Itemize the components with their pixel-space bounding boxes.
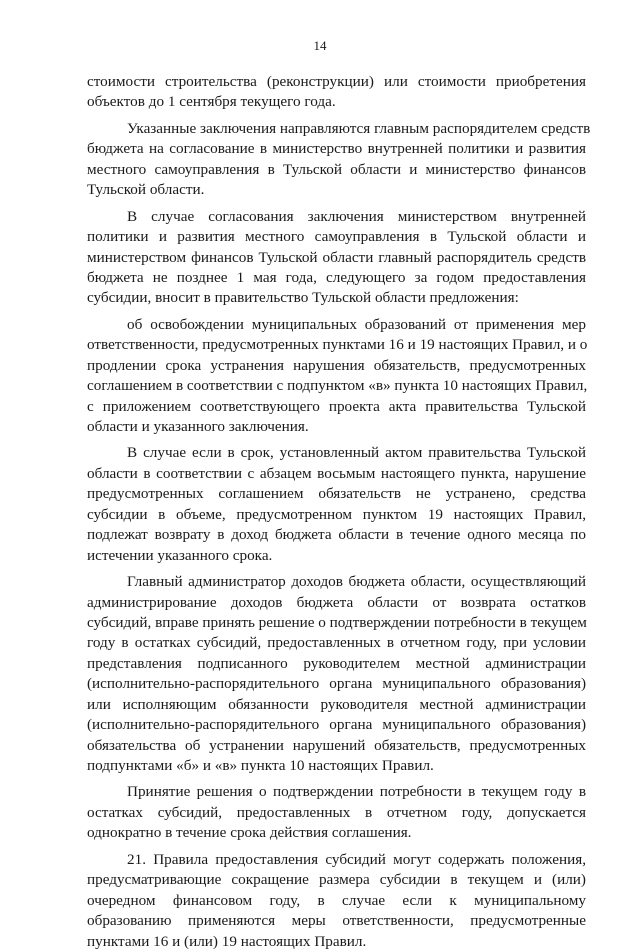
paragraph <box>87 207 586 309</box>
text-line: предусматривающие сокращение размера субсидии в текущем и (или) <box>87 871 586 889</box>
text-line: Тульской области. <box>87 181 205 199</box>
text-line: Принятие решения о подтверждении потребности в текущем году в <box>127 783 586 801</box>
paragraph <box>87 119 591 201</box>
text-line: области и указанного заключения. <box>87 418 309 435</box>
paragraph <box>87 782 586 843</box>
text-line: объектов до 1 сентября текущего года. <box>87 93 336 111</box>
text-line: подпунктами «б» и «в» пункта 10 настоящих Правил. <box>87 757 434 774</box>
text-line: стоимости строительства (реконструкции) или стоимости приобретения <box>87 73 586 90</box>
text-line: предусмотренных соглашением обязательств не устранено, средства <box>87 485 586 503</box>
text-line: В случае если в срок, установленный актом правительства Тульской <box>127 444 586 462</box>
text-line: с приложением соответствующего проекта акта правительства Тульской <box>87 397 586 415</box>
text-line: бюджета не позднее 1 мая года, следующего за годом предоставления <box>87 268 586 286</box>
text-line: соглашением в соответствии с подпунктом «в» пункта 10 настоящих Правил, <box>87 377 588 395</box>
text-line: пунктами 16 и (или) 19 настоящих Правил. <box>87 932 367 950</box>
paragraph <box>87 850 586 952</box>
text-line: продлении срока устранения нарушения обязательств, предусмотренных <box>87 356 586 374</box>
paragraph <box>87 315 586 438</box>
text-line: политики и развития местного самоуправления в Тульской области и <box>87 228 586 246</box>
text-line: В случае согласования заключения министерством внутренней <box>127 207 586 225</box>
paragraph <box>87 572 586 776</box>
text-line: (исполнительно-распорядительного органа муниципального образования) <box>87 675 586 693</box>
paragraph <box>87 72 586 113</box>
text-line: обязательства об устранении нарушений обязательств, предусмотренных <box>87 736 586 754</box>
text-line: 21. Правила предоставления субсидий могут содержать положения, <box>127 850 586 868</box>
text-line: или исполняющим обязанности руководителя местной администрации <box>87 695 586 713</box>
text-line: остатках субсидий, предоставленных в отчетном году, допускается <box>87 803 586 821</box>
text-line: администрирование доходов бюджета области от возврата остатков <box>87 593 586 611</box>
text-line: министерством финансов Тульской области главный распорядитель средств <box>87 248 586 266</box>
text-line: однократно в течение срока действия соглашения. <box>87 824 412 842</box>
document-body <box>87 72 591 952</box>
text-line: субсидии в объеме, предусмотренном пунктом 19 настоящих Правил, <box>87 505 586 523</box>
text-line: представления подписанного руководителем местной администрации <box>87 654 586 672</box>
text-line: бюджета на согласование в министерство внутренней политики и развития <box>87 140 586 158</box>
text-line: Указанные заключения направляются главным распорядителем средств <box>127 119 591 137</box>
text-line: очередном финансовом году, в случае если к муниципальному <box>87 891 586 909</box>
text-line: образованию применяются меры ответственности, предусмотренные <box>87 912 586 930</box>
text-line: субсидий, вправе принять решение о подтверждении потребности в текущем <box>87 613 587 631</box>
text-line: году в остатках субсидий, предоставленных в отчетном году, при условии <box>87 634 586 652</box>
text-line: субсидии, вносит в правительство Тульской области предложения: <box>87 289 519 307</box>
text-line: области в соответствии с абзацем восьмым настоящего пункта, нарушение <box>87 464 586 482</box>
text-line: истечении указанного срока. <box>87 546 273 564</box>
text-line: (исполнительно-распорядительного органа муниципального образования) <box>87 716 586 734</box>
paragraph <box>87 443 586 566</box>
page-number: 14 <box>313 38 327 53</box>
text-line: об освобождении муниципальных образований от применения мер <box>127 315 586 333</box>
text-line: Главный администратор доходов бюджета области, осуществляющий <box>127 573 586 591</box>
text-line: ответственности, предусмотренных пунктами 16 и 19 настоящих Правил, и о <box>87 336 588 354</box>
text-line: местного самоуправления в Тульской области и министерство финансов <box>87 160 586 178</box>
text-line: подлежат возврату в доход бюджета области в течение одного месяца по <box>87 526 586 544</box>
